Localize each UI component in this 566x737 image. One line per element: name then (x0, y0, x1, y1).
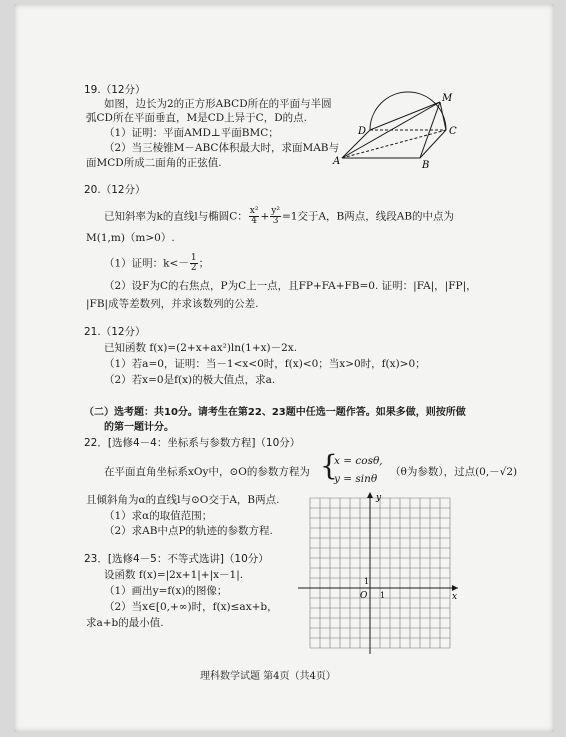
q22-part2: （2）求AB中点P的轨迹的参数方程. (104, 525, 273, 537)
q20-header: 20.（12分） (84, 184, 146, 196)
x-axis-arrow (452, 585, 458, 591)
x-unit-label: 1 (380, 591, 386, 600)
q19-line2: 弧CD所在平面垂直，M是CD上异于C，D的点. (86, 112, 307, 124)
fig-label-B: B (422, 160, 430, 171)
x-axis-label: x (452, 592, 458, 602)
grid-lines (310, 498, 450, 648)
q21-line1: 已知函数 f(x)=(2+x+ax²)ln(1+x)－2x. (104, 342, 298, 354)
q23-part1: （1）画出y=f(x)的图像； (104, 585, 228, 597)
fig-label-A: A (333, 156, 341, 167)
q20-part2b: |FB|成等差数列，并求该数列的公差. (86, 298, 259, 310)
q19-figure (332, 78, 472, 174)
q21-header: 21.（12分） (84, 326, 146, 338)
q22-line2: 且倾斜角为α的直线l与⊙O交于A，B两点. (86, 494, 280, 506)
q20-line1: 已知斜率为k的直线l与椭圆C： $\frac{\text{x²}}{4}$ + $\frac{\text{y²}}{3}$ =1交于A，B两点，线段AB的中点为 (104, 206, 455, 226)
q19-part1: （1）证明：平面AMD⊥平面BMC； (104, 127, 279, 139)
section2-line1: （二）选考题：共10分。请考生在第22、23题中任选一题作答。如果多做，则按所做 (84, 407, 466, 418)
q20-part2a: （2）设F为C的右焦点，P为C上一点，且FP+FA+FB=0. 证明：|FA|，|FP|， (104, 280, 477, 292)
q20-line2: M(1,m)（m>0）. (86, 232, 175, 244)
q22-sys2: y = sinθ (334, 473, 378, 485)
q22-line1a: 在平面直角坐标系xOy中，⊙O的参数方程为 (104, 466, 310, 478)
q23-part3: 求a+b的最小值. (86, 617, 164, 629)
q23-header: 23．[选修4－5：不等式选讲]（10分） (84, 553, 269, 565)
q23-part2: （2）当x∈[0,+∞)时，f(x)≤ax+b， (104, 601, 278, 613)
q19-part2b: 面MCD所成二面角的正弦值. (86, 157, 222, 169)
fig-label-D: D (358, 126, 367, 137)
y-unit-label: 1 (364, 577, 370, 586)
q22-part1: （1）求α的取值范围； (104, 510, 213, 522)
q19-part2a: （2）当三棱锥M－ABC体积最大时，求面MAB与 (104, 142, 340, 154)
q23-line1: 设函数 f(x)=|2x+1|+|x－1|. (104, 569, 244, 581)
coordinate-grid (292, 488, 464, 658)
y-axis-label: y (376, 493, 382, 503)
q19-line1: 如图，边长为2的正方形ABCD所在的平面与半圆 (104, 98, 332, 110)
page-footer: 理科数学试题 第4页（共4页） (200, 671, 336, 682)
section2-line2: 的第一题计分。 (104, 422, 174, 433)
fig-label-C: C (449, 126, 457, 137)
origin-label: O (360, 591, 368, 601)
fig-label-M: M (442, 93, 453, 104)
q21-part2: （2）若x=0是f(x)的极大值点，求a. (104, 374, 276, 386)
q22-sys1: x = cosθ, (334, 455, 383, 467)
q20-part1: （1）证明：k<－ $\frac{1}{2}$ ； (104, 253, 210, 273)
q22-line1b: （θ为参数），过点(0,－√2) (390, 466, 518, 478)
q19-header: 19.（12分） (84, 84, 146, 96)
q22-system-brace: { (320, 449, 338, 482)
y-axis-arrow (367, 492, 373, 498)
q22-header: 22．[选修4－4：坐标系与参数方程]（10分） (84, 437, 301, 449)
q21-part1: （1）若a=0，证明：当－1<x<0时，f(x)<0；当x>0时，f(x)>0； (104, 358, 426, 370)
exam-page (14, 4, 554, 732)
